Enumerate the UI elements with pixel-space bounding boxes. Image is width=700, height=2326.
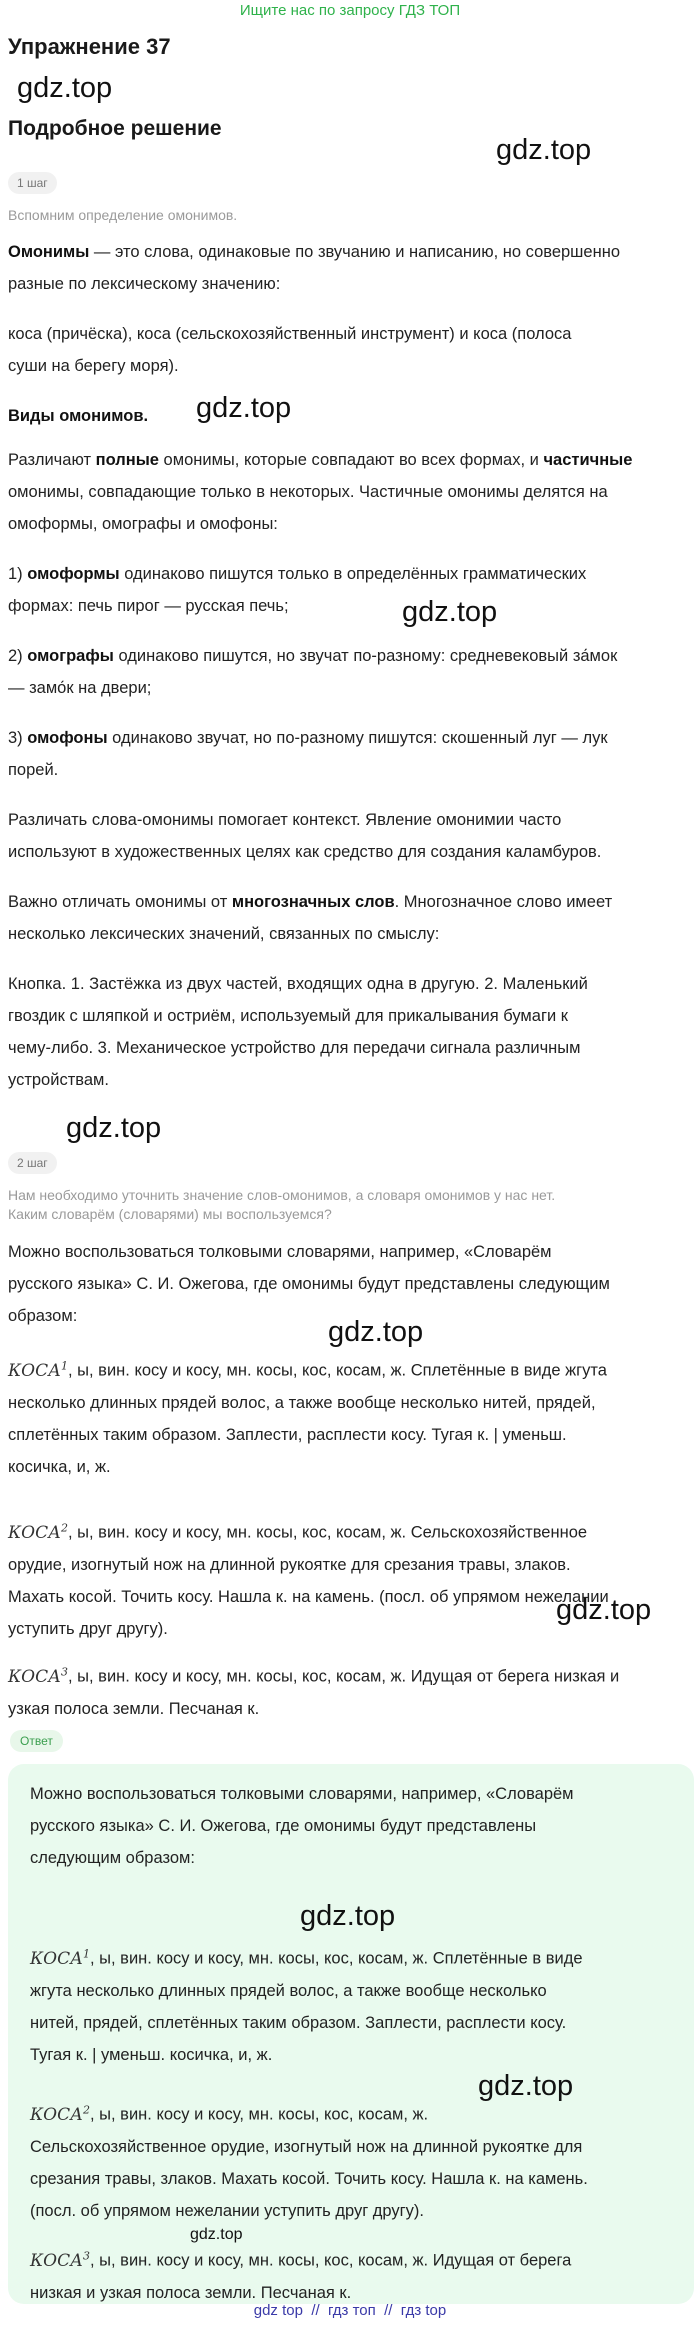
- text: 1): [8, 565, 28, 583]
- headword: [8, 1523, 68, 1543]
- step-badge: 1 шаг: [8, 172, 57, 194]
- text: несколько лексических значений, связанных по смыслу:: [8, 925, 440, 943]
- list-item: [8, 558, 692, 622]
- watermark: gdz.top: [66, 1112, 162, 1144]
- watermark: gdz.top: [196, 392, 292, 424]
- watermark: gdz.top: [190, 2226, 243, 2243]
- watermark: gdz.top: [478, 2070, 574, 2102]
- polysemy-paragraph: [8, 886, 692, 950]
- text: — замо́к на двери;: [8, 679, 152, 697]
- text: чему-либо. 3. Механическое устройство для передачи сигнала различным: [8, 1039, 581, 1057]
- answer-badge: Ответ: [10, 1730, 63, 1752]
- text: Махать косой. Точить косу. Нашла к. на камень. (посл. об упрямом нежелании: [8, 1587, 609, 1606]
- text: 1: [60, 1359, 68, 1372]
- footer-link[interactable]: гдз топ: [328, 2302, 376, 2319]
- footer-link[interactable]: gdz top: [253, 2302, 303, 2319]
- step-badge: 2 шаг: [8, 1152, 57, 1174]
- text: жгута несколько длинных прядей волос, а также вообще несколько: [30, 1981, 547, 2000]
- text: КОСА: [8, 1522, 61, 1543]
- text: омоформы, омографы и омофоны:: [8, 515, 278, 533]
- text: 3: [82, 2249, 90, 2262]
- watermark: gdz.top: [328, 1316, 424, 1348]
- text: формах: печь пирог — русская печь;: [8, 597, 289, 615]
- watermark: gdz.top: [300, 1900, 396, 1932]
- text: разные по лексическому значению:: [8, 275, 281, 293]
- text: узкая полоса земли. Песчаная к.: [8, 1699, 260, 1718]
- headword: [8, 1667, 68, 1687]
- top-banner[interactable]: Ищите нас по запросу ГДЗ ТОП: [239, 2, 461, 19]
- answer-entry-1: [30, 1938, 680, 2071]
- text: низкая и узкая полоса земли. Песчаная к.: [30, 2283, 352, 2302]
- text: Сельскохозяйственное орудие, изогнутый нож на длинной рукоятке для: [30, 2137, 583, 2156]
- term-bold: частичные: [543, 451, 633, 469]
- text: , ы, вин. косу и косу, мн. косы, кос, косам, ж. Идущая от берега низкая и: [67, 1667, 620, 1686]
- text: русского языка» С. И. Ожегова, где омонимы будут представлены: [30, 1817, 537, 1835]
- text: омонимы, которые совпадают во всех формах, и: [158, 451, 544, 469]
- text: , ы, вин. косу и косу, мн. косы, кос, косам, ж. Сплетённые в виде: [89, 1949, 583, 1968]
- text: КОСА: [30, 2250, 83, 2271]
- text: одинаково звучат, но по-разному пишутся: скошенный луг — лук: [107, 729, 608, 747]
- text: . Многозначное слово имеет: [394, 893, 613, 911]
- text: , ы, вин. косу и косу, мн. косы, кос, косам, ж. Сельскохозяйственное: [67, 1523, 588, 1542]
- term-bold: Омонимы: [8, 243, 90, 261]
- term-bold: полные: [95, 451, 159, 469]
- text: порей.: [8, 761, 59, 779]
- text: Каким словарём (словарями) мы воспользуемся?: [8, 1206, 332, 1222]
- text: срезания травы, злаков. Махать косой. Точить косу. Нашла к. на камень.: [30, 2169, 588, 2188]
- text: 2: [60, 1521, 68, 1534]
- text: 1: [82, 1947, 90, 1960]
- definition-paragraph: [8, 236, 692, 300]
- text: , ы, вин. косу и косу, мн. косы, кос, косам, ж.: [89, 2105, 429, 2124]
- heading-bold: Виды омонимов.: [8, 407, 149, 425]
- text: Кнопка. 1. Застёжка из двух частей, входящих одна в другую. 2. Маленький: [8, 975, 588, 993]
- answer-intro: [30, 1778, 680, 1874]
- answer-entry-3: [30, 2240, 680, 2309]
- text: КОСА: [8, 1360, 61, 1381]
- text: 2): [8, 647, 28, 665]
- text: используют в художественных целях как средство для создания каламбуров.: [8, 843, 602, 861]
- footer-separator: //: [311, 2302, 320, 2319]
- list-item: [8, 722, 692, 786]
- knopka-paragraph: [8, 968, 692, 1096]
- dictionary-entry-3: [8, 1656, 692, 1725]
- headword: [30, 2251, 90, 2271]
- text: КОСА: [8, 1666, 61, 1687]
- step-note: [8, 1186, 688, 1224]
- text: следующим образом:: [30, 1849, 195, 1867]
- text: уступить друг другу).: [8, 1619, 168, 1638]
- text: Важно отличать омонимы от: [8, 893, 232, 911]
- step-note: Вспомним определение омонимов.: [8, 207, 238, 223]
- text: 3: [60, 1665, 68, 1678]
- text: омонимы, совпадающие только в некоторых. Частичные омонимы делятся на: [8, 483, 608, 501]
- text: одинаково пишутся, но звучат по-разному: средневековый за́мок: [113, 647, 618, 665]
- answer-entry-2: [30, 2094, 680, 2227]
- term-bold: омофоны: [27, 729, 108, 747]
- text: коса (причёска), коса (сельскохозяйственный инструмент) и коса (полоса: [8, 325, 572, 343]
- watermark: gdz.top: [496, 134, 592, 166]
- text: , ы, вин. косу и косу, мн. косы, кос, косам, ж. Идущая от берега: [89, 2251, 572, 2270]
- text: орудие, изогнутый нож на длинной рукоятке для срезания травы, злаков.: [8, 1555, 571, 1574]
- dictionary-entry-1: [8, 1350, 692, 1483]
- text: нитей, прядей, сплетённых таким образом. Заплести, расплести косу.: [30, 2013, 567, 2032]
- text: — это слова, одинаковые по звучанию и написанию, но совершенно: [89, 243, 620, 261]
- text: КОСА: [30, 2104, 83, 2125]
- watermark: gdz.top: [556, 1594, 652, 1626]
- headword: [8, 1361, 68, 1381]
- types-paragraph: [8, 444, 692, 540]
- page-title: Упражнение 37: [8, 34, 171, 59]
- headword: [30, 1949, 90, 1969]
- text: одинаково пишутся только в определённых грамматических: [119, 565, 587, 583]
- footer-link[interactable]: гдз top: [400, 2302, 447, 2319]
- text: Различают: [8, 451, 96, 469]
- text: косичка, и, ж.: [8, 1457, 111, 1476]
- watermark: gdz.top: [402, 596, 498, 628]
- context-paragraph: [8, 804, 692, 868]
- footer-links: [0, 2300, 700, 2322]
- footer-separator: //: [384, 2302, 393, 2319]
- list-item: [8, 640, 692, 704]
- text: сплетённых таким образом. Заплести, расплести косу. Тугая к. | уменьш.: [8, 1425, 567, 1444]
- term-bold: многозначных слов: [231, 893, 395, 911]
- example-paragraph: [8, 318, 692, 382]
- text: КОСА: [30, 1948, 83, 1969]
- text: Можно воспользоваться толковыми словарями, например, «Словарём: [30, 1785, 574, 1803]
- text: Тугая к. | уменьш. косичка, и, ж.: [30, 2045, 273, 2064]
- text: устройствам.: [8, 1071, 109, 1089]
- text: Нам необходимо уточнить значение слов-омонимов, а словаря омонимов у нас нет.: [8, 1187, 556, 1203]
- text: Различать слова-омонимы помогает контекст. Явление омонимии часто: [8, 811, 562, 829]
- text: 3): [8, 729, 28, 747]
- section-title: Подробное решение: [8, 117, 222, 140]
- text: , ы, вин. косу и косу, мн. косы, кос, косам, ж. Сплетённые в виде жгута: [67, 1361, 607, 1380]
- text: суши на берегу моря).: [8, 357, 179, 375]
- types-heading: [8, 400, 692, 432]
- headword: [30, 2105, 90, 2125]
- term-bold: омографы: [27, 647, 114, 665]
- text: образом:: [8, 1307, 78, 1325]
- text: (посл. об упрямом нежелании уступить друг другу).: [30, 2201, 425, 2220]
- text: Можно воспользоваться толковыми словарями, например, «Словарём: [8, 1243, 552, 1261]
- text: русского языка» С. И. Ожегова, где омонимы будут представлены следующим: [8, 1275, 610, 1293]
- text: 2: [82, 2103, 90, 2116]
- term-bold: омоформы: [27, 565, 120, 583]
- text: гвоздик с шляпкой и остриём, используемый для прикалывания бумаги к: [8, 1007, 568, 1025]
- watermark: gdz.top: [17, 72, 113, 104]
- text: несколько длинных прядей волос, а также вообще несколько нитей, прядей,: [8, 1393, 596, 1412]
